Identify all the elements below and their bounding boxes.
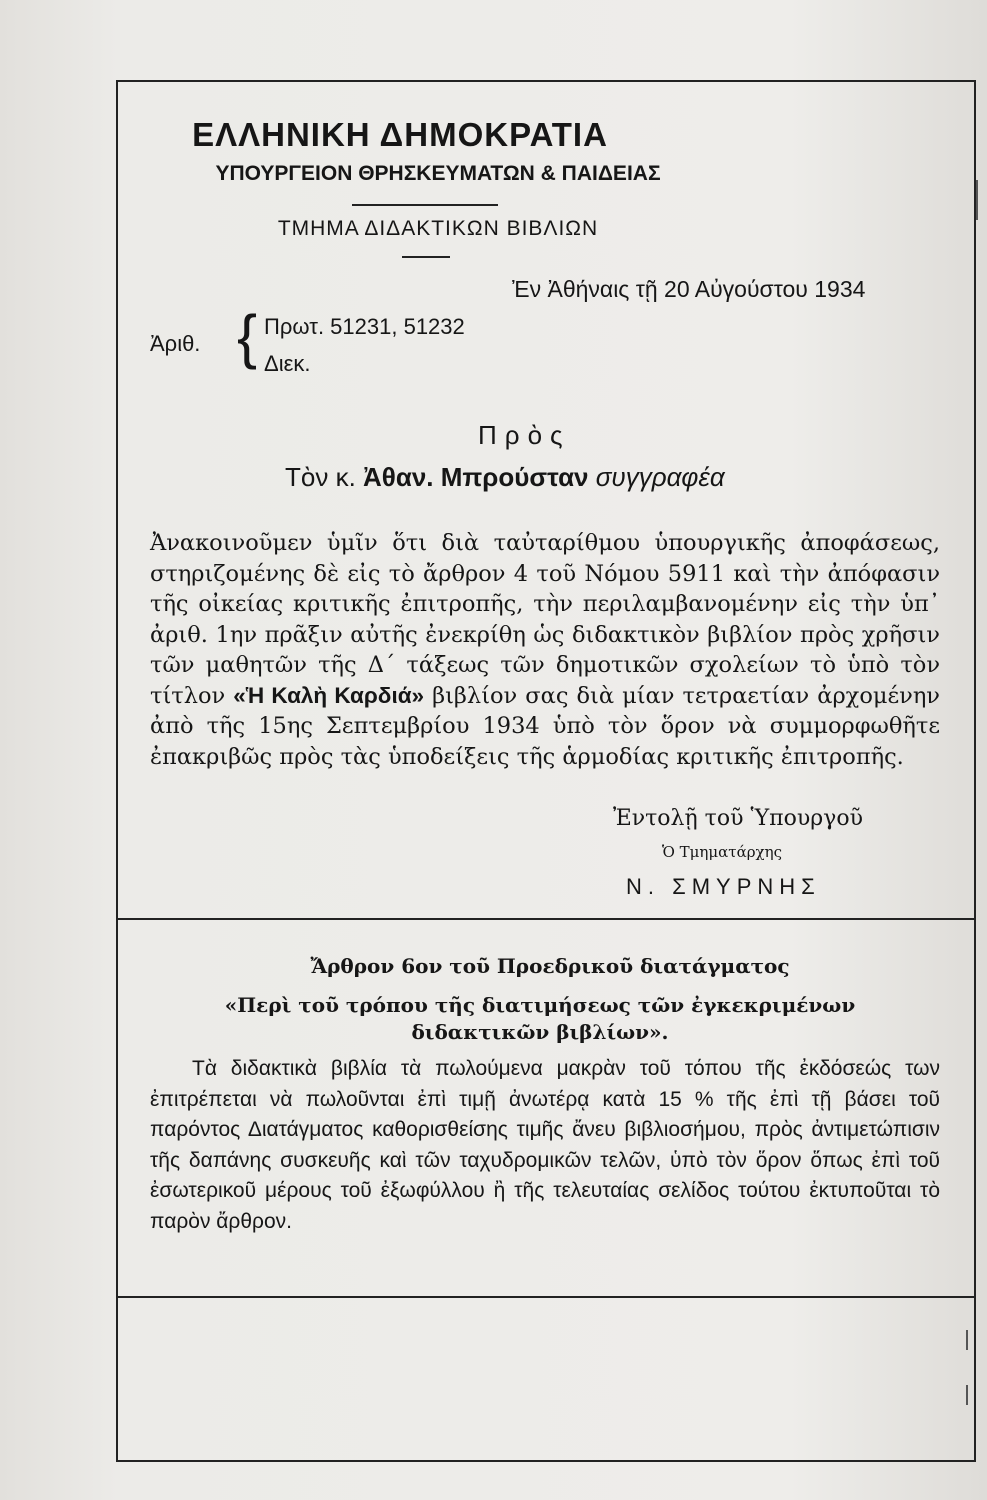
addressee-name: Ἀθαν. Μπρούσταν [363, 462, 589, 492]
date-line: Ἐν Ἀθήναις τῇ 20 Αὐγούστου 1934 [512, 276, 866, 302]
addressee-role: συγγραφέα [588, 462, 725, 492]
addressee-prefix: Τὸν κ. [285, 462, 364, 492]
reference-protocol: Πρωτ. 51231, 51232 [264, 314, 465, 339]
section-divider [116, 1296, 976, 1298]
margin-mark [966, 1385, 968, 1405]
article-subtitle-line2: διδακτικῶν βιβλίων». [411, 1020, 669, 1044]
margin-mark [966, 1330, 968, 1350]
header-ministry: ΥΠΟΥΡΓΕΙΟΝ ΘΡΗΣΚΕΥΜΑΤΩΝ & ΠΑΙΔΕΙΑΣ [215, 162, 661, 185]
letter-body-part2: βιβλίον σας διὰ μίαν τετραετίαν ἀρχομένην ἀπὸ τῆς 15ης Σεπτεμβρίου 1934 ὑπὸ τὸν ὅρον νὰ συμμορφωθῆτε ἐπακριβῶς πρὸς τὰς ὑποδείξεις τῆς ἁρμοδίας κριτικῆς ἐπιτροπῆς. [150, 682, 940, 770]
reference-brace: { [237, 303, 258, 370]
reference-label: Ἀριθ. [150, 331, 201, 356]
section-divider [116, 918, 976, 920]
addressee-pros: Πρὸς [478, 420, 571, 450]
header-title: ΕΛΛΗΝΙΚΗ ΔΗΜΟΚΡΑΤΙΑ [192, 116, 608, 153]
letter-body [150, 528, 940, 772]
header-rule [352, 204, 498, 206]
article-body [150, 1054, 940, 1237]
signature-order: Ἐντολῇ τοῦ Ὑπουργοῦ [613, 806, 863, 831]
signature-role: Ὁ Τμηματάρχης [662, 843, 782, 861]
article-body-text: Τὰ διδακτικὰ βιβλία τὰ πωλούμενα μακρὰν τοῦ τόπου τῆς ἐκδόσεώς των ἐπιτρέπεται νὰ πωλοῦνται ἐπὶ τιμῇ ἀνωτέρᾳ κατὰ 15 % τῆς ἐπὶ τῇ βάσει τοῦ παρόντος Διατάγματος καθορισθείσης τιμῆς ἄνευ βιβλιοσήμου, πρὸς ἀντιμετώπισιν τῆς δαπάνης συσκευῆς καὶ τῶν ταχυδρομικῶν τελῶν, ὑπὸ τὸν ὅρον ὅπως ἐπὶ τοῦ ἐσωτερικοῦ μέρους τοῦ ἐξωφύλλου ἢ τῆς τελευταίας σελίδος τούτου ἐκτυποῦται τὸ παρὸν ἄρθρον. [150, 1057, 940, 1233]
book-title: «Ἡ Καλὴ Καρδιά» [233, 682, 425, 708]
article-subtitle-line1: «Περὶ τοῦ τρόπου τῆς διατιμήσεως τῶν ἐγκεκριμένων [224, 993, 856, 1017]
signature-name: Ν. ΣΜΥΡΝΗΣ [626, 874, 821, 899]
header-department: ΤΜΗΜΑ ΔΙΔΑΚΤΙΚΩΝ ΒΙΒΛΙΩΝ [277, 217, 599, 240]
letter-body-part1: Ἀνακοινοῦμεν ὑμῖν ὅτι διὰ ταὐταρίθμου ὑπουργικῆς ἀποφάσεως, στηριζομένης δὲ εἰς τὸ ἄρθρον 4 τοῦ Νόμου 5911 καὶ τὴν ἀπόφασιν τῆς οἰκείας κριτικῆς ἐπιτροπῆς, τὴν περιλαμβανομένην εἰς τὴν ὑπ᾽ ἀριθ. 1ην πρᾶξιν αὐτῆς ἐνεκρίθη ὡς διδακτικὸν βιβλίον πρὸς χρῆσιν τῶν μαθητῶν τῆς Δ΄ τάξεως τῶν δημοτικῶν σχολείων τὸ ὑπὸ τὸν τίτλον [150, 530, 940, 709]
reference-diek: Διεκ. [264, 351, 311, 376]
header-rule [402, 256, 450, 258]
addressee-line [285, 462, 725, 493]
margin-mark [976, 180, 978, 220]
article-title: Ἄρθρον 6ον τοῦ Προεδρικοῦ διατάγματος [310, 954, 790, 978]
